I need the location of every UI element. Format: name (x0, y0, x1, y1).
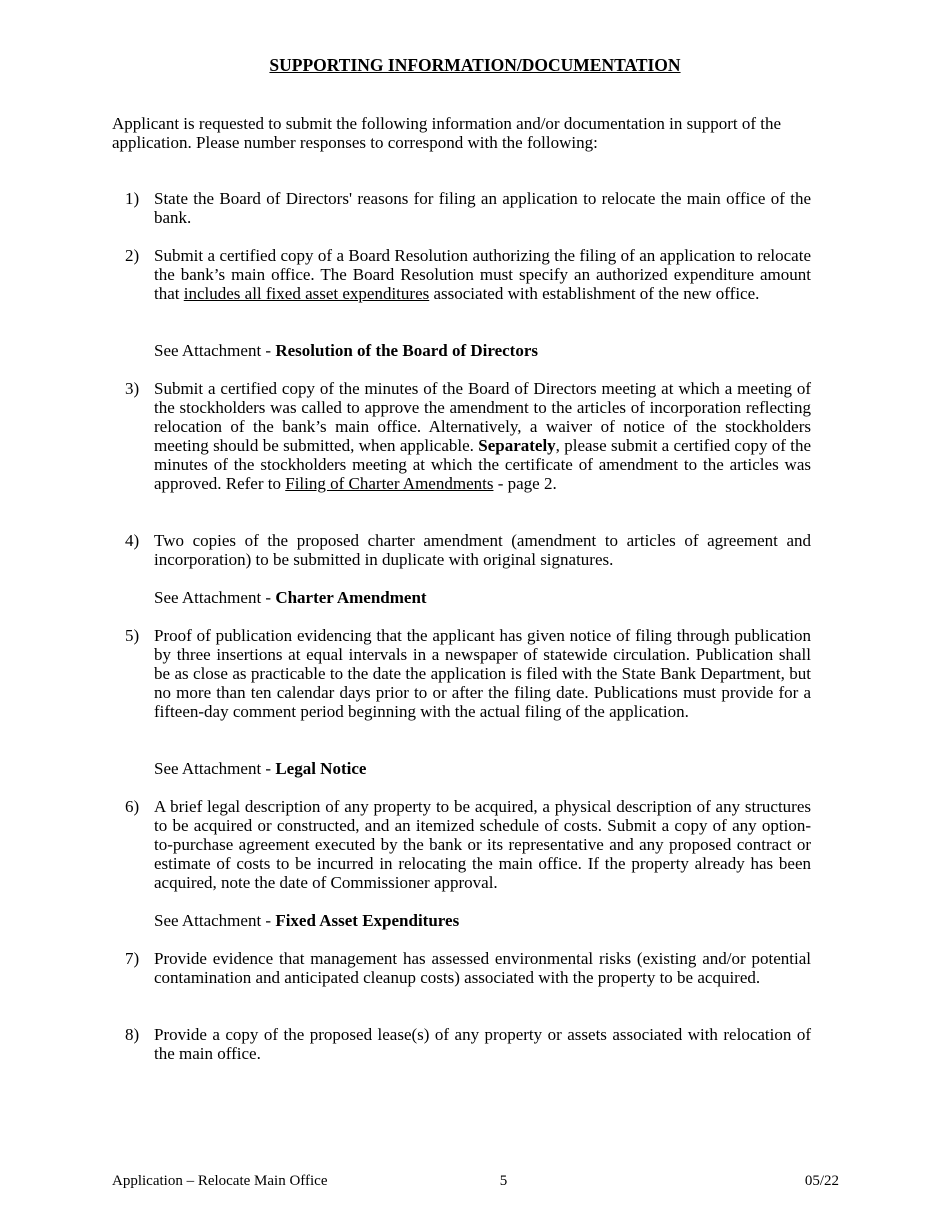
item-text (154, 246, 811, 303)
list-item-7 (112, 949, 811, 987)
item-text-part: - page 2. (493, 474, 557, 493)
item-text: Two copies of the proposed charter amendment (amendment to articles of agreement and incorporation) to be submitted in duplicate with original signatures. (154, 531, 811, 569)
item-text: Provide a copy of the proposed lease(s) of any property or assets associated with relocation of the main office. (154, 1025, 811, 1063)
item-text-part: associated with establishment of the new office. (429, 284, 760, 303)
item-number: 6) (125, 797, 140, 816)
item-number: 3) (125, 379, 140, 398)
see-attachment-prefix: See Attachment - (154, 588, 276, 607)
item-number: 1) (125, 189, 140, 208)
attachment-name: Charter Amendment (275, 588, 427, 607)
bold-phrase: Separately (478, 436, 556, 455)
item-number: 2) (125, 246, 140, 265)
see-attachment-prefix: See Attachment - (154, 911, 276, 930)
attachment-name: Resolution of the Board of Directors (275, 341, 539, 360)
item-text: Proof of publication evidencing that the applicant has given notice of filing through publication by three insertions at equal intervals in a newspaper of statewide circulation. Publication shall be as close as practicable to the date the application is filed with the State Bank Department, but no more than ten calendar days prior to or after the filing date. Publications must provide for a fifteen-day comment period beginning with the actual filing of the application. (154, 626, 811, 721)
list-item-5 (112, 626, 811, 721)
item-number: 5) (125, 626, 140, 645)
see-attachment-legal (154, 759, 366, 778)
item-text: A brief legal description of any property to be acquired, a physical description of any structures to be acquired or constructed, and an itemized schedule of costs. Submit a copy of any option-to-purchase agreement executed by the bank or its representative and any proposed contract or estimate of costs to be incurred in relocating the main office. If the property already has been acquired, note the date of Commissioner approval. (154, 797, 811, 892)
list-item-1 (112, 189, 811, 227)
see-attachment-prefix: See Attachment - (154, 341, 276, 360)
intro-paragraph: Applicant is requested to submit the following information and/or documentation in support of the application. Please number responses to correspond with the following: (112, 114, 782, 152)
item-text-part: Submit a certified copy of a Board Resolution authorizing the filing of an application to relocate the bank’s main office. The Board Resolution must specify an authorized expenditure amount that (154, 246, 811, 303)
item-number: 7) (125, 949, 140, 968)
attachment-name: Legal Notice (275, 759, 367, 778)
see-attachment-fixed (154, 911, 459, 930)
item-text: Provide evidence that management has assessed environmental risks (existing and/or potential contamination and anticipated cleanup costs) associated with the property to be acquired. (154, 949, 811, 987)
list-item-8 (112, 1025, 811, 1063)
item-text: State the Board of Directors' reasons for filing an application to relocate the main office of the bank. (154, 189, 811, 227)
see-attachment-prefix: See Attachment - (154, 759, 276, 778)
footer-page-number: 5 (499, 1173, 508, 1189)
see-attachment-resolution (154, 341, 538, 360)
item-text-part: , please submit a certified copy of the minutes of the stockholders meeting at which the certificate of amendment to the articles was approved. Refer to (154, 436, 811, 493)
see-attachment-charter (154, 588, 427, 607)
list-item-3 (112, 379, 811, 493)
item-number: 4) (125, 531, 140, 550)
footer-document-title: Application – Relocate Main Office (112, 1173, 328, 1189)
list-item-2 (112, 246, 811, 303)
attachment-name: Fixed Asset Expenditures (275, 911, 460, 930)
page-title: SUPPORTING INFORMATION/DOCUMENTATION (269, 55, 681, 75)
list-item-4 (112, 531, 811, 569)
footer-revision-date: 05/22 (804, 1173, 839, 1189)
underlined-phrase: includes all fixed asset expenditures (183, 284, 430, 303)
underlined-link-text: Filing of Charter Amendments (285, 474, 494, 493)
item-number: 8) (125, 1025, 140, 1044)
item-text-part: Submit a certified copy of the minutes of the Board of Directors meeting at which a meeting of the stockholders was called to approve the amendment to the articles of incorporation reflecting relocation of the bank’s main office. Alternatively, a waiver of notice of the stockholders meeting should be submitted, when applicable. (154, 379, 811, 455)
page-footer (112, 1172, 839, 1191)
list-item-6 (112, 797, 811, 892)
item-text (154, 379, 811, 493)
